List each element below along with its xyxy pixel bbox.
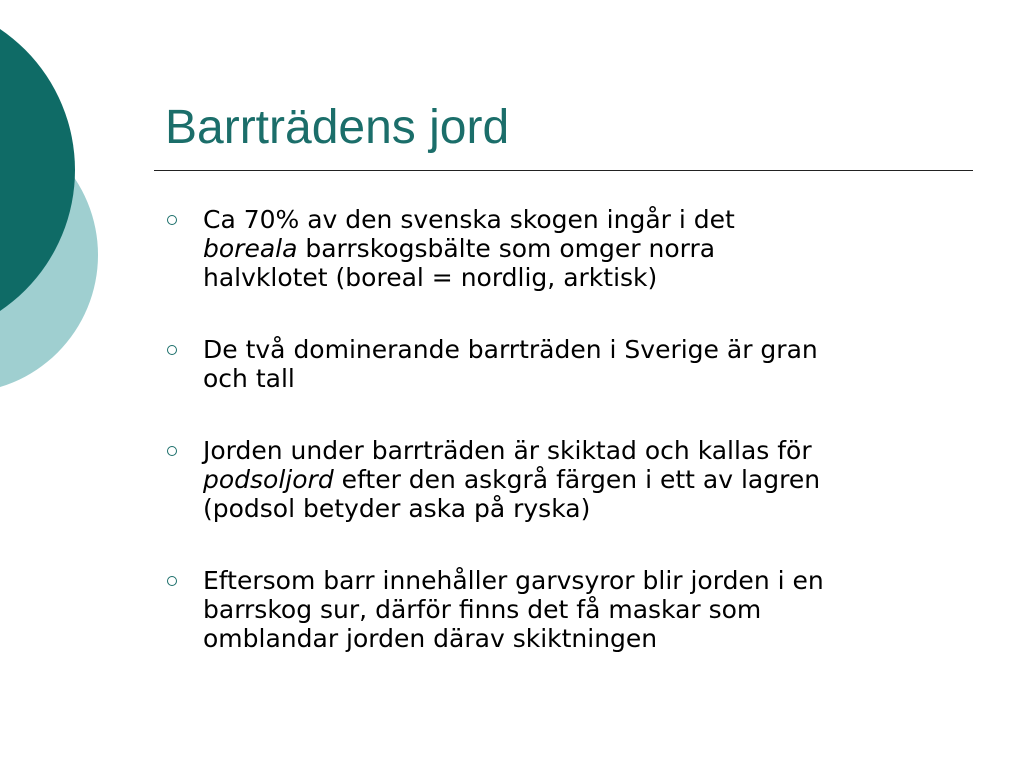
bullet-line (203, 566, 965, 595)
bullet-item (165, 335, 965, 393)
bullet-text: barrskogsbälte som omger norra (297, 234, 716, 263)
bullet-line (203, 234, 965, 263)
title-divider (154, 170, 973, 171)
bullet-text: Ca 70% av den svenska skogen ingår i det (203, 205, 735, 234)
hollow-circle-icon (167, 576, 177, 586)
bullet-list (165, 205, 965, 696)
bullet-text: barrskog sur, därför finns det få maskar som (203, 595, 762, 624)
italic-term: boreala (203, 234, 298, 263)
bullet-line (203, 436, 965, 465)
bullet-line (203, 335, 965, 364)
bullet-text: halvklotet (boreal = nordlig, arktisk) (203, 263, 658, 292)
bullet-text: (podsol betyder aska på ryska) (203, 494, 591, 523)
bullet-text: och tall (203, 364, 295, 393)
slide-title: Barrträdens jord (165, 101, 510, 154)
bullet-line (203, 205, 965, 234)
bullet-text: omblandar jorden därav skiktningen (203, 624, 658, 653)
bullet-item (165, 566, 965, 653)
bullet-item (165, 205, 965, 292)
bullet-line (203, 494, 965, 523)
italic-term: podsoljord (203, 465, 334, 494)
bullet-item (165, 436, 965, 523)
hollow-circle-icon (167, 215, 177, 225)
decorative-circles (0, 0, 120, 420)
bullet-line (203, 263, 965, 292)
hollow-circle-icon (167, 345, 177, 355)
hollow-circle-icon (167, 446, 177, 456)
bullet-text: Jorden under barrträden är skiktad och kallas för (203, 436, 812, 465)
bullet-text: De två dominerande barrträden i Sverige är gran (203, 335, 818, 364)
bullet-line (203, 465, 965, 494)
bullet-text: Eftersom barr innehåller garvsyror blir jorden i en (203, 566, 824, 595)
bullet-line (203, 624, 965, 653)
bullet-text: efter den askgrå färgen i ett av lagren (333, 465, 821, 494)
bullet-line (203, 364, 965, 393)
bullet-line (203, 595, 965, 624)
